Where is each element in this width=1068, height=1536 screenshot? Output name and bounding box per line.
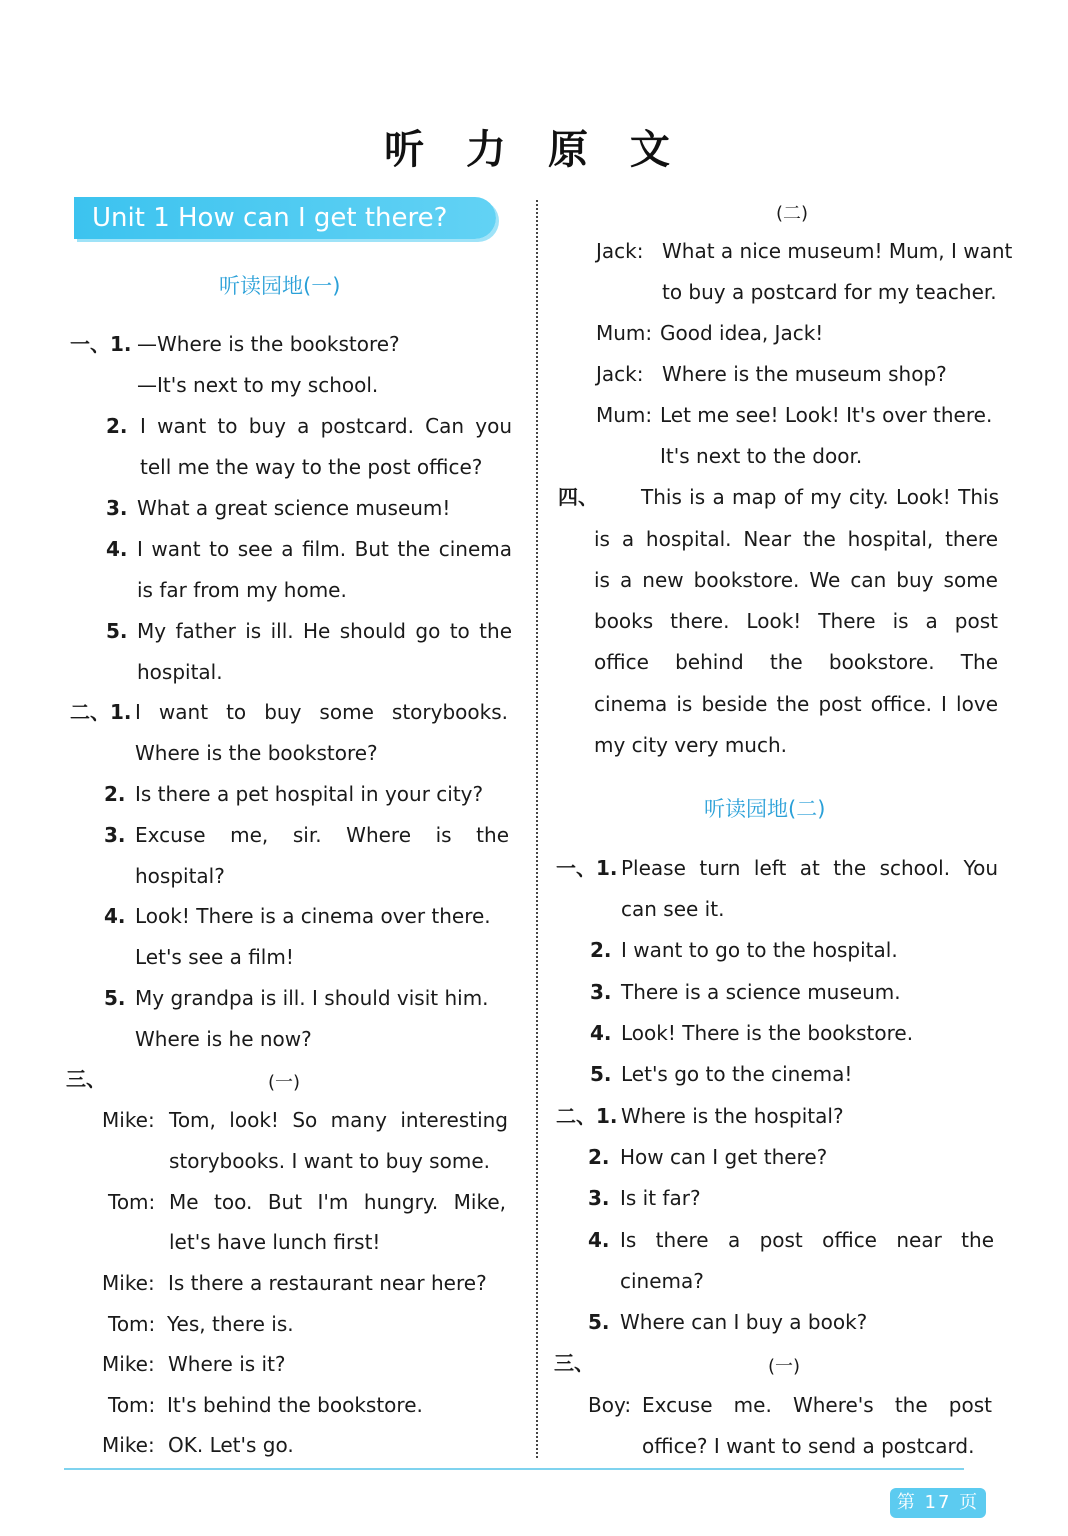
column-divider	[536, 200, 538, 1458]
part-marker: 二、1.	[70, 700, 132, 724]
item-number: 5.	[104, 986, 126, 1010]
text-line: to buy a postcard for my teacher.	[662, 280, 997, 304]
text-line: office? I want to send a postcard.	[642, 1434, 975, 1458]
speaker-label: Tom:	[108, 1190, 156, 1214]
speaker-label: Tom:	[108, 1393, 156, 1417]
speaker-label: Mike:	[102, 1108, 155, 1132]
text-line: Yes, there is.	[167, 1312, 294, 1336]
text-line: I want to see a film. But the cinema	[137, 537, 512, 561]
unit-banner: Unit 1 How can I get there?	[74, 197, 496, 239]
text-line: hospital.	[137, 660, 223, 684]
speaker-label: Jack:	[596, 239, 644, 263]
speaker-label: Mike:	[102, 1271, 155, 1295]
text-line: —It's next to my school.	[137, 373, 379, 397]
text-line: cinema?	[620, 1269, 704, 1293]
text-line: Tom, look! So many interesting	[169, 1108, 508, 1132]
text-line: is a new bookstore. We can buy some	[594, 568, 998, 592]
item-number: 3.	[590, 980, 612, 1004]
sub-part-marker: (二)	[776, 203, 809, 224]
speaker-label: Mum:	[596, 403, 653, 427]
speaker-label: Mum:	[596, 321, 653, 345]
speaker-label: Boy:	[588, 1393, 632, 1417]
page-title: 听 力 原 文	[384, 127, 684, 173]
text-line: I want to go to the hospital.	[621, 938, 898, 962]
text-line: Where is he now?	[135, 1027, 312, 1051]
item-number: 4.	[588, 1228, 610, 1252]
text-line: hospital?	[135, 864, 225, 888]
text-line: my city very much.	[594, 733, 788, 757]
text-line: let's have lunch first!	[169, 1230, 381, 1254]
text-line: Let's go to the cinema!	[621, 1062, 853, 1086]
text-line: —Where is the bookstore?	[137, 332, 400, 356]
text-line: Is there a restaurant near here?	[168, 1271, 487, 1295]
item-number: 2.	[106, 414, 128, 438]
text-line: Is there a post office near the	[620, 1228, 994, 1252]
text-line: cinema is beside the post office. I love	[594, 692, 998, 716]
item-number: 3.	[104, 823, 126, 847]
item-number: 2.	[590, 938, 612, 962]
text-line: My father is ill. He should go to the	[137, 619, 512, 643]
text-line: office behind the bookstore. The	[594, 650, 998, 674]
text-line: Excuse me, sir. Where is the	[135, 823, 509, 847]
item-number: 5.	[588, 1310, 610, 1334]
text-line: It's next to the door.	[660, 444, 863, 468]
text-line: How can I get there?	[620, 1145, 828, 1169]
item-number: 2.	[588, 1145, 610, 1169]
speaker-label: Mike:	[102, 1352, 155, 1376]
section-heading-2: 听读园地(二)	[704, 797, 826, 821]
text-line: I want to buy some storybooks.	[135, 700, 508, 724]
text-line: Excuse me. Where's the post	[642, 1393, 992, 1417]
text-line: Where is the hospital?	[621, 1104, 844, 1128]
section-heading-1: 听读园地(一)	[219, 274, 341, 298]
item-number: 2.	[104, 782, 126, 806]
text-line: is far from my home.	[137, 578, 347, 602]
part-marker: 三、	[66, 1067, 106, 1091]
text-line: is a hospital. Near the hospital, there	[594, 527, 998, 551]
sub-part-marker: (一)	[268, 1072, 301, 1093]
text-line: My grandpa is ill. I should visit him.	[135, 986, 489, 1010]
text-line: Where is the museum shop?	[662, 362, 947, 386]
text-line: books there. Look! There is a post	[594, 609, 998, 633]
text-line: Where can I buy a book?	[620, 1310, 868, 1334]
speaker-label: Mike:	[102, 1433, 155, 1457]
text-line: It's behind the bookstore.	[167, 1393, 423, 1417]
part-marker: 四、	[558, 485, 598, 509]
text-line: Let me see! Look! It's over there.	[660, 403, 993, 427]
speaker-label: Jack:	[596, 362, 644, 386]
text-line: Let's see a film!	[135, 945, 294, 969]
item-number: 5.	[590, 1062, 612, 1086]
item-number: 4.	[104, 904, 126, 928]
text-line: Good idea, Jack!	[660, 321, 824, 345]
footer-rule	[64, 1468, 964, 1470]
part-marker: 一、1.	[70, 332, 132, 356]
text-line: Please turn left at the school. You	[621, 856, 998, 880]
item-number: 3.	[106, 496, 128, 520]
text-line: I want to buy a postcard. Can you	[140, 414, 512, 438]
part-marker: 三、	[554, 1351, 594, 1375]
text-line: storybooks. I want to buy some.	[169, 1149, 490, 1173]
page-number: 第 17 页	[890, 1488, 986, 1518]
text-line: What a great science museum!	[137, 496, 451, 520]
text-line: Me too. But I'm hungry. Mike,	[169, 1190, 506, 1214]
part-marker: 一、1.	[556, 856, 618, 880]
text-line: This is a map of my city. Look! This	[641, 485, 999, 509]
text-line: Is it far?	[620, 1186, 701, 1210]
text-line: Is there a pet hospital in your city?	[135, 782, 484, 806]
speaker-label: Tom:	[108, 1312, 156, 1336]
text-line: Where is it?	[168, 1352, 286, 1376]
text-line: What a nice museum! Mum, I want	[662, 239, 1013, 263]
item-number: 5.	[106, 619, 128, 643]
text-line: Where is the bookstore?	[135, 741, 378, 765]
text-line: OK. Let's go.	[168, 1433, 294, 1457]
text-line: There is a science museum.	[621, 980, 901, 1004]
sub-part-marker: (一)	[768, 1356, 801, 1377]
text-line: Look! There is a cinema over there.	[135, 904, 491, 928]
item-number: 3.	[588, 1186, 610, 1210]
item-number: 4.	[590, 1021, 612, 1045]
text-line: tell me the way to the post office?	[140, 455, 483, 479]
item-number: 4.	[106, 537, 128, 561]
text-line: can see it.	[621, 897, 725, 921]
text-line: Look! There is the bookstore.	[621, 1021, 914, 1045]
part-marker: 二、1.	[556, 1104, 618, 1128]
